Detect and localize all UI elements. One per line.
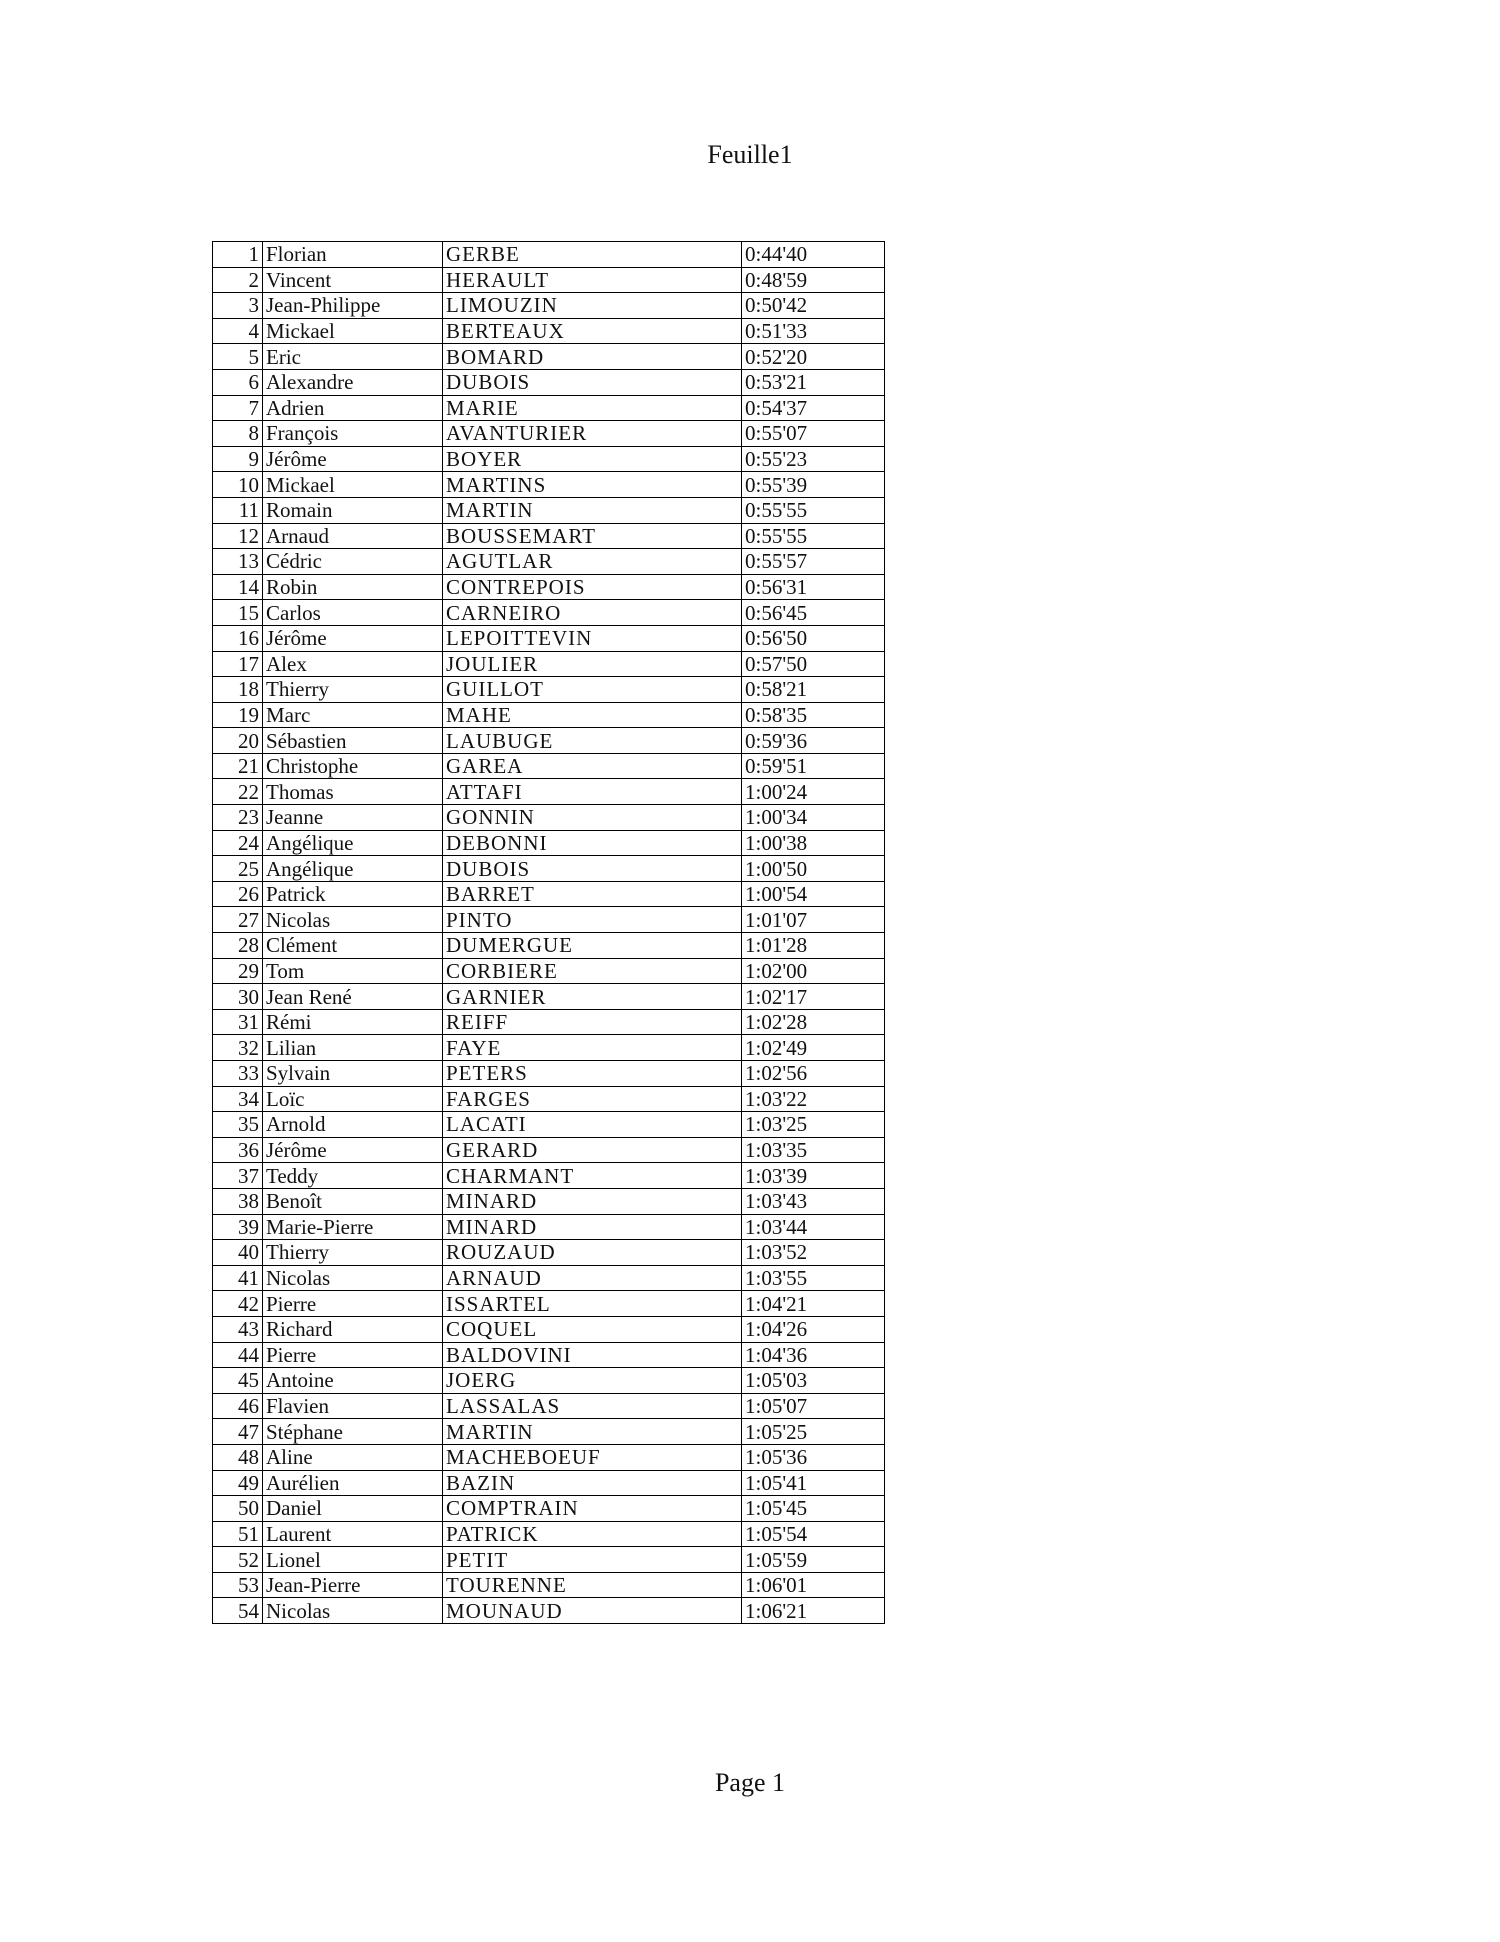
first-name-cell: Thomas <box>263 779 443 805</box>
first-name-cell: Mickael <box>263 318 443 344</box>
rank-cell: 24 <box>213 830 263 856</box>
table-row <box>213 1137 885 1163</box>
table-row <box>213 1240 885 1266</box>
rank-cell: 32 <box>213 1035 263 1061</box>
time-cell: 0:59'36 <box>742 728 885 754</box>
sheet-title: Feuille1 <box>707 140 793 169</box>
first-name-cell: Stéphane <box>263 1419 443 1445</box>
time-cell: 0:44'40 <box>742 242 885 268</box>
last-name-cell: HERAULT <box>443 267 742 293</box>
rank-cell: 49 <box>213 1470 263 1496</box>
time-cell: 0:56'45 <box>742 600 885 626</box>
table-row <box>213 293 885 319</box>
time-cell: 0:55'57 <box>742 549 885 575</box>
time-cell: 1:00'50 <box>742 856 885 882</box>
last-name-cell: GERARD <box>443 1137 742 1163</box>
rank-cell: 4 <box>213 318 263 344</box>
time-cell: 1:02'49 <box>742 1035 885 1061</box>
last-name-cell: JOULIER <box>443 651 742 677</box>
first-name-cell: Thierry <box>263 1240 443 1266</box>
rank-cell: 52 <box>213 1547 263 1573</box>
time-cell: 0:55'55 <box>742 523 885 549</box>
time-cell: 1:00'34 <box>742 805 885 831</box>
last-name-cell: REIFF <box>443 1009 742 1035</box>
first-name-cell: Jean René <box>263 984 443 1010</box>
first-name-cell: Thierry <box>263 677 443 703</box>
table-row <box>213 1444 885 1470</box>
rank-cell: 47 <box>213 1419 263 1445</box>
last-name-cell: BOUSSEMART <box>443 523 742 549</box>
rank-cell: 14 <box>213 574 263 600</box>
first-name-cell: Eric <box>263 344 443 370</box>
last-name-cell: GONNIN <box>443 805 742 831</box>
table-row <box>213 1112 885 1138</box>
time-cell: 1:02'28 <box>742 1009 885 1035</box>
table-row <box>213 549 885 575</box>
rank-cell: 41 <box>213 1265 263 1291</box>
last-name-cell: MINARD <box>443 1188 742 1214</box>
first-name-cell: Daniel <box>263 1496 443 1522</box>
time-cell: 1:02'17 <box>742 984 885 1010</box>
first-name-cell: Jeanne <box>263 805 443 831</box>
time-cell: 1:03'52 <box>742 1240 885 1266</box>
last-name-cell: MOUNAUD <box>443 1598 742 1624</box>
table-row <box>213 574 885 600</box>
rank-cell: 1 <box>213 242 263 268</box>
last-name-cell: FARGES <box>443 1086 742 1112</box>
first-name-cell: Tom <box>263 958 443 984</box>
first-name-cell: Richard <box>263 1316 443 1342</box>
rank-cell: 50 <box>213 1496 263 1522</box>
time-cell: 1:00'24 <box>742 779 885 805</box>
table-row <box>213 1393 885 1419</box>
last-name-cell: CARNEIRO <box>443 600 742 626</box>
table-row <box>213 728 885 754</box>
last-name-cell: MACHEBOEUF <box>443 1444 742 1470</box>
first-name-cell: Robin <box>263 574 443 600</box>
time-cell: 0:50'42 <box>742 293 885 319</box>
rank-cell: 17 <box>213 651 263 677</box>
first-name-cell: Laurent <box>263 1521 443 1547</box>
last-name-cell: BOMARD <box>443 344 742 370</box>
first-name-cell: Rémi <box>263 1009 443 1035</box>
first-name-cell: Alex <box>263 651 443 677</box>
time-cell: 0:48'59 <box>742 267 885 293</box>
last-name-cell: ROUZAUD <box>443 1240 742 1266</box>
table-row <box>213 779 885 805</box>
table-row <box>213 523 885 549</box>
first-name-cell: Adrien <box>263 395 443 421</box>
time-cell: 0:55'07 <box>742 421 885 447</box>
rank-cell: 31 <box>213 1009 263 1035</box>
time-cell: 1:04'21 <box>742 1291 885 1317</box>
last-name-cell: DEBONNI <box>443 830 742 856</box>
last-name-cell: CHARMANT <box>443 1163 742 1189</box>
first-name-cell: Patrick <box>263 881 443 907</box>
last-name-cell: DUMERGUE <box>443 933 742 959</box>
first-name-cell: Aline <box>263 1444 443 1470</box>
last-name-cell: COMPTRAIN <box>443 1496 742 1522</box>
page-footer: Page 1 <box>714 1768 786 1797</box>
time-cell: 1:05'25 <box>742 1419 885 1445</box>
first-name-cell: François <box>263 421 443 447</box>
rank-cell: 33 <box>213 1061 263 1087</box>
rank-cell: 40 <box>213 1240 263 1266</box>
time-cell: 1:03'35 <box>742 1137 885 1163</box>
table-row <box>213 1368 885 1394</box>
table-row <box>213 1470 885 1496</box>
time-cell: 1:03'55 <box>742 1265 885 1291</box>
time-cell: 1:05'36 <box>742 1444 885 1470</box>
time-cell: 0:54'37 <box>742 395 885 421</box>
table-row <box>213 242 885 268</box>
rank-cell: 2 <box>213 267 263 293</box>
last-name-cell: COQUEL <box>443 1316 742 1342</box>
table-row <box>213 1188 885 1214</box>
last-name-cell: ISSARTEL <box>443 1291 742 1317</box>
rank-cell: 43 <box>213 1316 263 1342</box>
first-name-cell: Jérôme <box>263 1137 443 1163</box>
first-name-cell: Jérôme <box>263 625 443 651</box>
time-cell: 1:03'25 <box>742 1112 885 1138</box>
time-cell: 1:03'39 <box>742 1163 885 1189</box>
table-row <box>213 651 885 677</box>
table-row <box>213 1496 885 1522</box>
time-cell: 0:55'23 <box>742 446 885 472</box>
table-row <box>213 1572 885 1598</box>
rank-cell: 34 <box>213 1086 263 1112</box>
rank-cell: 23 <box>213 805 263 831</box>
last-name-cell: CONTREPOIS <box>443 574 742 600</box>
table-row <box>213 1061 885 1087</box>
last-name-cell: GERBE <box>443 242 742 268</box>
first-name-cell: Aurélien <box>263 1470 443 1496</box>
rank-cell: 30 <box>213 984 263 1010</box>
rank-cell: 51 <box>213 1521 263 1547</box>
rank-cell: 42 <box>213 1291 263 1317</box>
first-name-cell: Lilian <box>263 1035 443 1061</box>
time-cell: 0:55'55 <box>742 497 885 523</box>
table-row <box>213 856 885 882</box>
time-cell: 1:03'43 <box>742 1188 885 1214</box>
first-name-cell: Angélique <box>263 830 443 856</box>
time-cell: 0:52'20 <box>742 344 885 370</box>
first-name-cell: Arnold <box>263 1112 443 1138</box>
table-row <box>213 881 885 907</box>
time-cell: 1:02'00 <box>742 958 885 984</box>
table-row <box>213 958 885 984</box>
rank-cell: 18 <box>213 677 263 703</box>
last-name-cell: LIMOUZIN <box>443 293 742 319</box>
table-row <box>213 933 885 959</box>
rank-cell: 20 <box>213 728 263 754</box>
table-row <box>213 1291 885 1317</box>
last-name-cell: PINTO <box>443 907 742 933</box>
rank-cell: 3 <box>213 293 263 319</box>
last-name-cell: MARTIN <box>443 497 742 523</box>
last-name-cell: GUILLOT <box>443 677 742 703</box>
last-name-cell: BOYER <box>443 446 742 472</box>
last-name-cell: ARNAUD <box>443 1265 742 1291</box>
rank-cell: 21 <box>213 753 263 779</box>
time-cell: 0:59'51 <box>742 753 885 779</box>
table-row <box>213 1214 885 1240</box>
last-name-cell: BARRET <box>443 881 742 907</box>
table-row <box>213 830 885 856</box>
last-name-cell: ATTAFI <box>443 779 742 805</box>
table-row <box>213 369 885 395</box>
table-row <box>213 600 885 626</box>
time-cell: 0:58'21 <box>742 677 885 703</box>
table-row <box>213 318 885 344</box>
last-name-cell: PETIT <box>443 1547 742 1573</box>
last-name-cell: MINARD <box>443 1214 742 1240</box>
time-cell: 1:00'54 <box>742 881 885 907</box>
rank-cell: 38 <box>213 1188 263 1214</box>
rank-cell: 25 <box>213 856 263 882</box>
last-name-cell: LAUBUGE <box>443 728 742 754</box>
first-name-cell: Florian <box>263 242 443 268</box>
first-name-cell: Benoît <box>263 1188 443 1214</box>
table-row <box>213 677 885 703</box>
first-name-cell: Christophe <box>263 753 443 779</box>
table-row <box>213 753 885 779</box>
rank-cell: 10 <box>213 472 263 498</box>
rank-cell: 39 <box>213 1214 263 1240</box>
last-name-cell: CORBIERE <box>443 958 742 984</box>
table-row <box>213 472 885 498</box>
time-cell: 1:06'21 <box>742 1598 885 1624</box>
first-name-cell: Flavien <box>263 1393 443 1419</box>
last-name-cell: GARNIER <box>443 984 742 1010</box>
rank-cell: 45 <box>213 1368 263 1394</box>
first-name-cell: Marie-Pierre <box>263 1214 443 1240</box>
time-cell: 0:56'31 <box>742 574 885 600</box>
last-name-cell: MARTIN <box>443 1419 742 1445</box>
first-name-cell: Angélique <box>263 856 443 882</box>
last-name-cell: DUBOIS <box>443 369 742 395</box>
rank-cell: 29 <box>213 958 263 984</box>
first-name-cell: Marc <box>263 702 443 728</box>
rank-cell: 8 <box>213 421 263 447</box>
first-name-cell: Vincent <box>263 267 443 293</box>
table-row <box>213 1035 885 1061</box>
results-table <box>212 241 885 1624</box>
table-row <box>213 1265 885 1291</box>
first-name-cell: Loïc <box>263 1086 443 1112</box>
rank-cell: 6 <box>213 369 263 395</box>
table-row <box>213 907 885 933</box>
rank-cell: 13 <box>213 549 263 575</box>
first-name-cell: Nicolas <box>263 1598 443 1624</box>
first-name-cell: Lionel <box>263 1547 443 1573</box>
time-cell: 0:57'50 <box>742 651 885 677</box>
last-name-cell: BALDOVINI <box>443 1342 742 1368</box>
first-name-cell: Carlos <box>263 600 443 626</box>
last-name-cell: TOURENNE <box>443 1572 742 1598</box>
time-cell: 1:04'36 <box>742 1342 885 1368</box>
table-row <box>213 446 885 472</box>
time-cell: 1:05'54 <box>742 1521 885 1547</box>
time-cell: 1:03'44 <box>742 1214 885 1240</box>
last-name-cell: BERTEAUX <box>443 318 742 344</box>
last-name-cell: AVANTURIER <box>443 421 742 447</box>
first-name-cell: Nicolas <box>263 1265 443 1291</box>
last-name-cell: MARTINS <box>443 472 742 498</box>
table-row <box>213 344 885 370</box>
time-cell: 0:55'39 <box>742 472 885 498</box>
table-row <box>213 625 885 651</box>
first-name-cell: Jérôme <box>263 446 443 472</box>
first-name-cell: Sébastien <box>263 728 443 754</box>
table-row <box>213 421 885 447</box>
table-row <box>213 984 885 1010</box>
last-name-cell: PETERS <box>443 1061 742 1087</box>
rank-cell: 19 <box>213 702 263 728</box>
table-row <box>213 1419 885 1445</box>
table-row <box>213 702 885 728</box>
rank-cell: 9 <box>213 446 263 472</box>
time-cell: 0:56'50 <box>742 625 885 651</box>
last-name-cell: JOERG <box>443 1368 742 1394</box>
last-name-cell: DUBOIS <box>443 856 742 882</box>
first-name-cell: Jean-Pierre <box>263 1572 443 1598</box>
time-cell: 1:06'01 <box>742 1572 885 1598</box>
time-cell: 1:05'59 <box>742 1547 885 1573</box>
rank-cell: 26 <box>213 881 263 907</box>
table-row <box>213 1086 885 1112</box>
first-name-cell: Sylvain <box>263 1061 443 1087</box>
first-name-cell: Arnaud <box>263 523 443 549</box>
table-row <box>213 1009 885 1035</box>
last-name-cell: LACATI <box>443 1112 742 1138</box>
time-cell: 1:00'38 <box>742 830 885 856</box>
rank-cell: 15 <box>213 600 263 626</box>
time-cell: 1:05'45 <box>742 1496 885 1522</box>
last-name-cell: AGUTLAR <box>443 549 742 575</box>
rank-cell: 28 <box>213 933 263 959</box>
table-row <box>213 1547 885 1573</box>
rank-cell: 54 <box>213 1598 263 1624</box>
first-name-cell: Jean-Philippe <box>263 293 443 319</box>
table-row <box>213 1521 885 1547</box>
time-cell: 1:01'28 <box>742 933 885 959</box>
first-name-cell: Mickael <box>263 472 443 498</box>
first-name-cell: Clément <box>263 933 443 959</box>
rank-cell: 5 <box>213 344 263 370</box>
time-cell: 0:53'21 <box>742 369 885 395</box>
first-name-cell: Alexandre <box>263 369 443 395</box>
table-row <box>213 805 885 831</box>
table-row <box>213 1342 885 1368</box>
rank-cell: 22 <box>213 779 263 805</box>
last-name-cell: MAHE <box>443 702 742 728</box>
time-cell: 0:51'33 <box>742 318 885 344</box>
rank-cell: 46 <box>213 1393 263 1419</box>
first-name-cell: Nicolas <box>263 907 443 933</box>
table-row <box>213 497 885 523</box>
rank-cell: 44 <box>213 1342 263 1368</box>
first-name-cell: Teddy <box>263 1163 443 1189</box>
time-cell: 1:05'03 <box>742 1368 885 1394</box>
first-name-cell: Cédric <box>263 549 443 575</box>
last-name-cell: PATRICK <box>443 1521 742 1547</box>
rank-cell: 11 <box>213 497 263 523</box>
table-row <box>213 1598 885 1624</box>
first-name-cell: Antoine <box>263 1368 443 1394</box>
rank-cell: 37 <box>213 1163 263 1189</box>
results-table-body <box>213 242 885 1624</box>
table-row <box>213 395 885 421</box>
rank-cell: 36 <box>213 1137 263 1163</box>
last-name-cell: GAREA <box>443 753 742 779</box>
last-name-cell: FAYE <box>443 1035 742 1061</box>
rank-cell: 27 <box>213 907 263 933</box>
last-name-cell: MARIE <box>443 395 742 421</box>
rank-cell: 7 <box>213 395 263 421</box>
table-row <box>213 1316 885 1342</box>
first-name-cell: Romain <box>263 497 443 523</box>
table-row <box>213 1163 885 1189</box>
time-cell: 1:05'41 <box>742 1470 885 1496</box>
rank-cell: 16 <box>213 625 263 651</box>
rank-cell: 35 <box>213 1112 263 1138</box>
last-name-cell: LEPOITTEVIN <box>443 625 742 651</box>
time-cell: 1:03'22 <box>742 1086 885 1112</box>
first-name-cell: Pierre <box>263 1291 443 1317</box>
table-row <box>213 267 885 293</box>
rank-cell: 48 <box>213 1444 263 1470</box>
time-cell: 1:04'26 <box>742 1316 885 1342</box>
rank-cell: 12 <box>213 523 263 549</box>
rank-cell: 53 <box>213 1572 263 1598</box>
time-cell: 0:58'35 <box>742 702 885 728</box>
time-cell: 1:02'56 <box>742 1061 885 1087</box>
last-name-cell: LASSALAS <box>443 1393 742 1419</box>
last-name-cell: BAZIN <box>443 1470 742 1496</box>
time-cell: 1:05'07 <box>742 1393 885 1419</box>
first-name-cell: Pierre <box>263 1342 443 1368</box>
time-cell: 1:01'07 <box>742 907 885 933</box>
